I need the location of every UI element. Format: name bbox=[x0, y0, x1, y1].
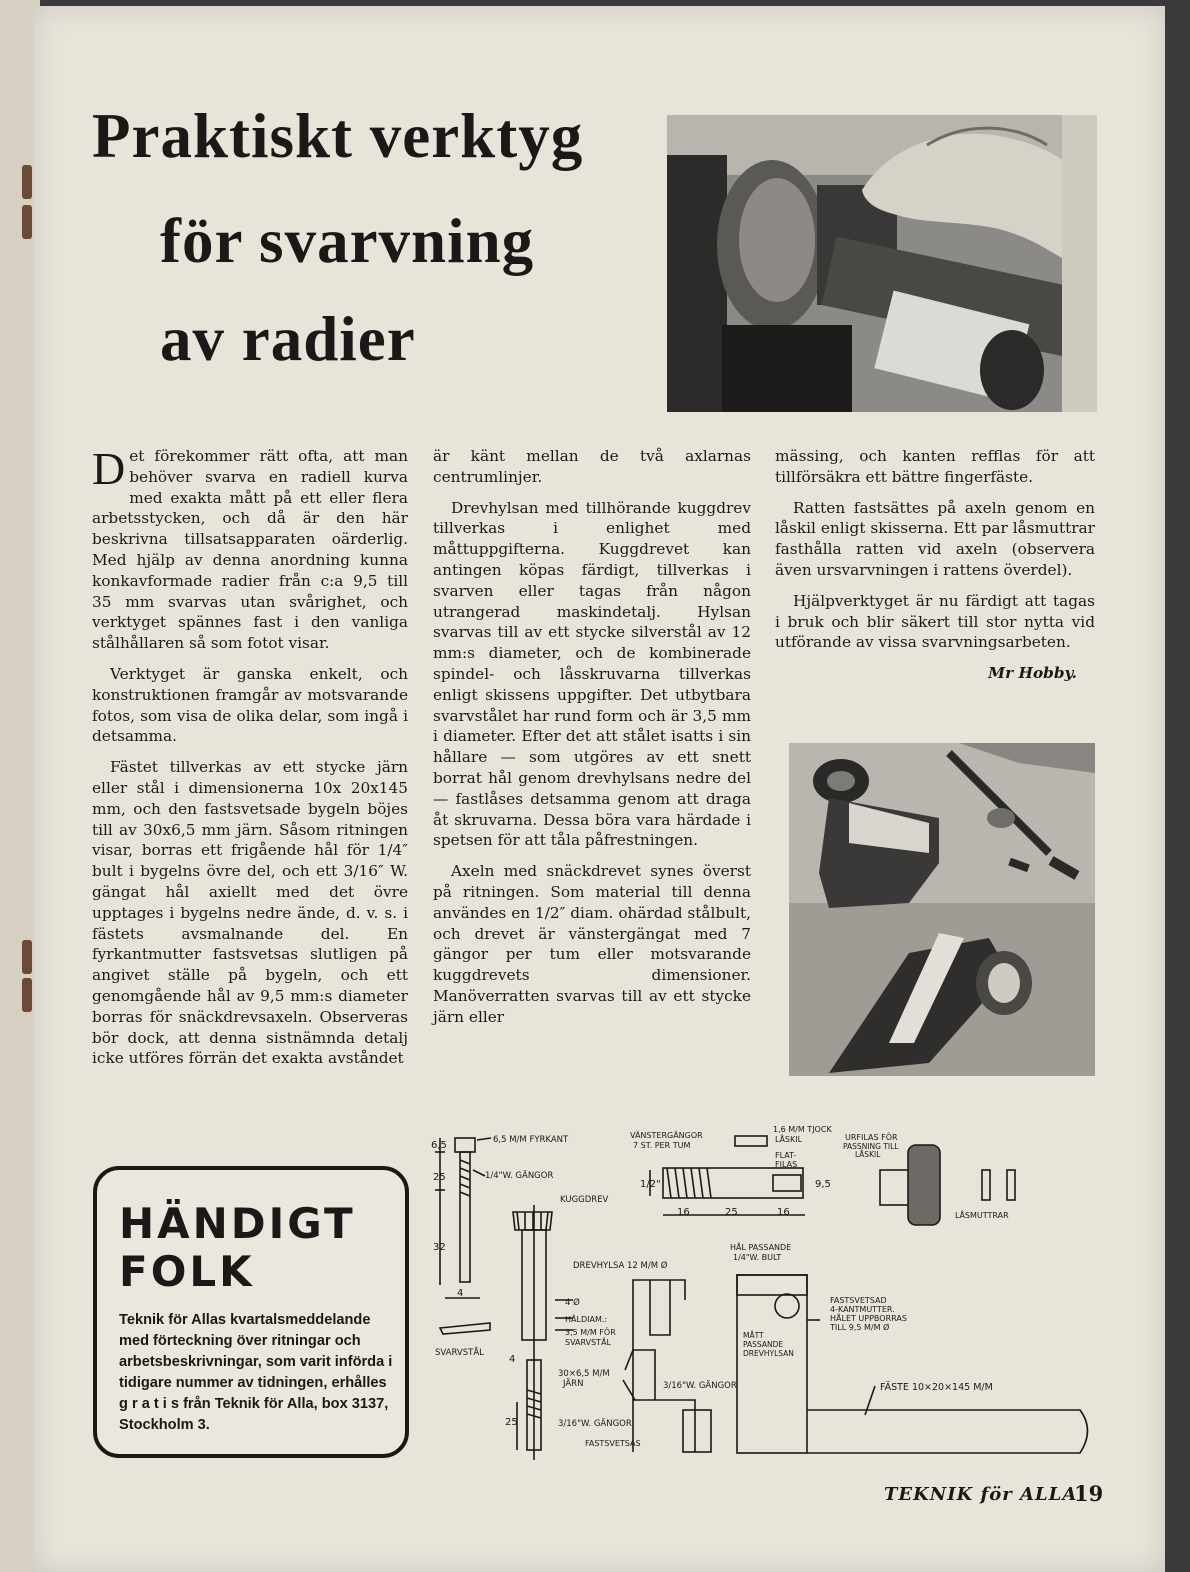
article-column-2 bbox=[433, 446, 751, 1038]
drop-cap: D bbox=[92, 443, 126, 494]
paragraph: Axeln med snäckdrevet synes överst på ritningen. Som material till denna användes en 1/2″ diam. ohärdad stålbult, och drevet är vänstergängat med 7 gängor per tum eller motsvarande kuggdrevets dimensioner. Manöverratten svarvas till av ett stycke järn eller bbox=[433, 862, 751, 1026]
dim-label: 16 bbox=[677, 1207, 690, 1218]
label-passande: PASSANDE bbox=[743, 1340, 784, 1349]
label-drevhylsan: DREVHYLSAN bbox=[743, 1349, 794, 1358]
dim-label: 32 bbox=[433, 1242, 446, 1253]
label-316-gangor-2: 3/16"W. GÄNGOR bbox=[663, 1381, 737, 1391]
label-hal-passande: HÅL PASSANDE bbox=[730, 1243, 792, 1252]
label-4kant: 4-KANTMUTTER. bbox=[830, 1305, 895, 1314]
label-kuggdrev: KUGGDREV bbox=[560, 1195, 609, 1205]
label-fastsvetsas: FASTSVETSAS bbox=[585, 1439, 641, 1448]
box-title-line-2: FOLK bbox=[119, 1247, 255, 1296]
label-30x65: 30×6,5 M/M bbox=[558, 1369, 610, 1379]
box-text: Teknik för Allas kvartalsmeddelande med förteckning över ritningar och arbetsbeskrivningar, som varit införda i tidigare nummer av tidningen, erhålles g r a t i s från Teknik för Alla, box 3137, Stockholm 3. bbox=[119, 1312, 393, 1433]
staple bbox=[22, 165, 32, 199]
dim-label: 6,5 bbox=[431, 1140, 447, 1151]
label-urfilas: URFILAS FÖR bbox=[845, 1133, 898, 1142]
cutting-bit bbox=[440, 1323, 490, 1334]
dim-label: 16 bbox=[777, 1207, 790, 1218]
label-laskil: LÅSKIL bbox=[775, 1135, 803, 1144]
label-jarn: JÄRN bbox=[563, 1379, 584, 1389]
label-svarvstal-for: SVARVSTÅL bbox=[565, 1338, 611, 1347]
dim-label: 4 bbox=[509, 1354, 516, 1365]
handigt-folk-box bbox=[93, 1166, 409, 1458]
label-lasmuttrar: LÅSMUTTRAR bbox=[955, 1211, 1009, 1220]
title-line-1: Praktiskt verktyg bbox=[92, 101, 584, 171]
label-16tjock: 1,6 M/M TJOCK bbox=[773, 1125, 832, 1134]
label-matt: MÅTT bbox=[743, 1331, 764, 1340]
paragraph: Ratten fastsättes på axeln genom en låskil enligt skisserna. Ett par låsmuttrar fasthålla ratten vid axeln (observera även ursvarvningen i rattens överdel). bbox=[775, 498, 1095, 579]
paragraph: är känt mellan de två axlarnas centrumlinjer. bbox=[433, 447, 751, 486]
paragraph: et förekommer rätt ofta, att man behöver svarva en radiell kurva med exakta mått på ett eller flera arbetsstycken, och då är den här beskrivna tillsatsapparaten oärderlig. Med hjälp av denna anordning kunna konkavformade radier från c:a 9,5 till 35 mm svarvas utan svårighet, och verktyget spännes fast i den vanliga stålhållaren så som fotot visar. bbox=[92, 447, 408, 653]
label-laskil-2: LÅSKIL bbox=[855, 1150, 881, 1159]
screw-part bbox=[435, 1138, 480, 1298]
magazine-name: TEKNIK för ALLA bbox=[884, 1484, 1078, 1505]
box-title bbox=[119, 1200, 356, 1296]
label-bult: 1/4"W. BULT bbox=[733, 1253, 782, 1262]
article-column-1 bbox=[92, 443, 408, 1079]
paragraph: Fästet tillverkas av ett stycke järn eller stål i dimensionerna 10x 20x145 mm, och den fastsvetsade bygeln böjes till av 30x6,5 mm järn. Såsom ritningen visar, borras ett frigående hål för 1/4″ bult i bygelns övre del, och ett 3/16″ W. gängat hål axiellt med det övre upptages i bygelns nedre ände, d. v. s. i fästets avsmalnande del. En fyrkantmutter fastsvetsas slutligen på angivet ställe på bygeln, och ett genomgående hål av 9,5 mm:s diameter borras för snäckdrevsaxeln. Observeras bör dock, att denna sistnämnda detalj icke utföres förrän det exakta avståndet bbox=[92, 758, 408, 1068]
label-drevhylsa: DREVHYLSA 12 M/M Ø bbox=[573, 1261, 668, 1271]
photo-tool-on-lathe bbox=[667, 115, 1097, 412]
label-316-gangor: 3/16"W. GÄNGOR bbox=[558, 1419, 632, 1429]
label-haldiam: HÅLDIAM.: bbox=[565, 1315, 608, 1324]
title-line-3: av radier bbox=[160, 304, 416, 374]
staple bbox=[22, 978, 32, 1012]
label-passning: PASSNING TILL bbox=[843, 1142, 899, 1151]
label-fyrkant: 6,5 M/M FYRKANT bbox=[493, 1135, 569, 1145]
article-column-3 bbox=[775, 446, 1095, 684]
photo-tool-parts bbox=[789, 743, 1095, 1076]
dim-label: 4 bbox=[457, 1288, 464, 1299]
label-till95: TILL 9,5 M/M Ø bbox=[830, 1323, 890, 1332]
title-line-2: för svarvning bbox=[160, 206, 535, 276]
bracket bbox=[623, 1280, 711, 1452]
technical-drawing bbox=[425, 1120, 1115, 1465]
dim-label: 25 bbox=[433, 1172, 446, 1183]
dim-label: 9,5 bbox=[815, 1179, 831, 1190]
mounting-bracket bbox=[737, 1275, 1088, 1453]
dim-label: 1/2" bbox=[640, 1179, 661, 1190]
page-number: 19 bbox=[1074, 1481, 1104, 1506]
label-7st: 7 ST. PER TUM bbox=[633, 1141, 691, 1150]
label-vanstergangor: VÄNSTERGÄNGOR bbox=[630, 1131, 703, 1140]
label-35mm: 3,5 M/M FÖR bbox=[565, 1328, 616, 1337]
label-gangor: 1/4"W. GÄNGOR bbox=[485, 1171, 554, 1181]
box-title-line-1: HÄNDIGT bbox=[119, 1199, 356, 1248]
label-filas: FILAS bbox=[775, 1160, 798, 1169]
label-4diam: 4 Ø bbox=[565, 1298, 580, 1308]
paragraph: Verktyget är ganska enkelt, och konstruktionen framgår av motsvarande fotos, som visa de olika delar, som ingå i detsamma. bbox=[92, 664, 408, 746]
paragraph: Drevhylsan med tillhörande kuggdrev tillverkas i enlighet med måttuppgifterna. Kuggdrevet kan antingen köpas färdigt, tillverkas i svarven eller tagas från någon utrangerad maskindetalj. Hylsan svarvas till av ett stycke silverstål av 12 mm:s diameter, och de kombinerade spindel- och låsskruvarna tillverkas enligt skissens uppgifter. Det utbytbara svarvstålet har rund form och är 3,5 mm i diameter. Efter det att stålet isatts i sin hållare — som utgöres av ett snett borrat hål genom drevhylsans nedre del — fastlåses detsamma genom att draga åt skruvarna. Dessa böra vara härdade i spetsen för att tåla påfrestningen. bbox=[433, 498, 751, 850]
dim-label: 25 bbox=[505, 1417, 518, 1428]
paragraph: mässing, och kanten refflas för att tillförsäkra ett bättre fingerfäste. bbox=[775, 447, 1095, 486]
author-signature: Mr Hobby. bbox=[988, 664, 1077, 683]
label-faste: FÄSTE 10×20×145 M/M bbox=[880, 1382, 993, 1393]
paragraph: Hjälpverktyget är nu färdigt att tagas i bruk och blir säkert till stor nytta vid utförande av vissa svarvningsarbeten. bbox=[775, 591, 1095, 652]
label-fastsvetsad: FASTSVETSAD bbox=[830, 1296, 887, 1305]
staple bbox=[22, 205, 32, 239]
staple bbox=[22, 940, 32, 974]
dim-label: 25 bbox=[725, 1207, 738, 1218]
label-halet: HÅLET UPPBORRAS bbox=[830, 1314, 907, 1323]
label-svarvstal: SVARVSTÅL bbox=[435, 1348, 484, 1358]
label-flat: FLAT- bbox=[775, 1151, 797, 1160]
